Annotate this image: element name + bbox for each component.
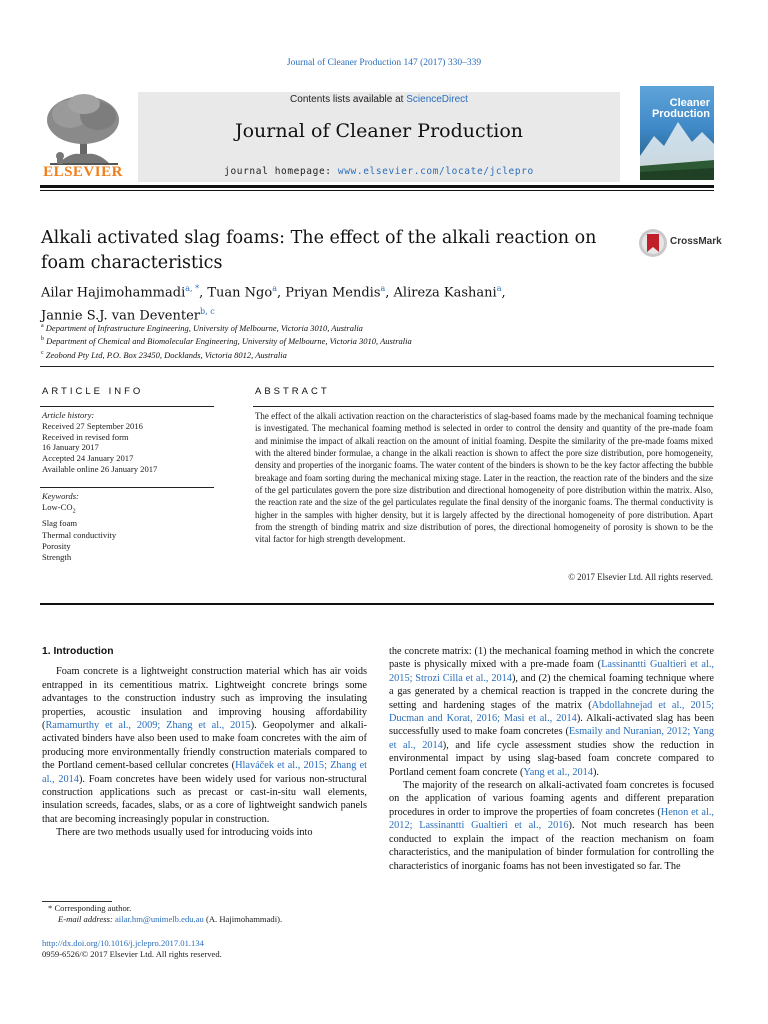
author-affil-mark[interactable]: a [272,284,277,293]
article-history [42,410,212,475]
journal-citation[interactable]: Journal of Cleaner Production 147 (2017) 330–339 [286,58,482,68]
corresponding-label: Corresponding author. [54,903,132,913]
cover-title-line1: Cleaner [669,97,710,109]
body-paragraph: Foam concrete is a lightweight construction material which has air voids entrapped in its cementitious matrix. Lightweight concrete brings some advantages to the construction industry such as improving the insulating properties, acoustic insulation and improving housing affordability (Ramamurthy et al., 2009; Zhang et al., 2015). Geopolymer and alkali-activated binders have also been used to make foam concretes with the aim of producing more environmentally friendly construction materials compared to the Portland cement-based cellular concretes (Hlaváček et al., 2015; Zhang et al., 2014). Foam concretes have been widely used for various non-structural construction applications such as precast or cast-in-situ wall elements, insulation screeds, facades, slabs, or as a core of lightweight sandwich panels that are becoming increasingly popular in construction. [42,666,368,825]
citation-link[interactable]: Ramamurthy et al., 2009; Zhang et al., 2015 [45,720,251,732]
author-affil-mark[interactable]: a [380,284,386,293]
article-history-label: Article history: [42,410,95,420]
keyword-item: Strength [42,552,72,563]
author-name[interactable]: Ailar Hajimohammadi [41,285,186,301]
contents-prefix: Contents lists available at [290,94,404,105]
affiliation-text: Department of Chemical and Biomolecular Engineering, University of Melbourne, Victoria 3010, Australia [46,336,412,347]
citation-link[interactable]: Hlaváček et al., 2015; Zhang et al., 2014 [42,760,368,785]
body-column-right [389,645,714,873]
citation-link[interactable]: Esmaily and Nuranian, 2012; Yang et al., 2014 [389,726,714,751]
header-rule-thin [40,190,714,191]
journal-name: Journal of Cleaner Production [234,120,524,142]
keyword-base: Low-CO [42,502,73,513]
author-separator: , [199,285,208,301]
section-divider [40,366,714,367]
affiliations [41,321,601,361]
keyword-item: Porosity [42,540,71,551]
section-heading: 1. Introduction [42,646,114,657]
affiliation-item [41,334,601,347]
homepage-prefix: journal homepage: [224,166,332,177]
citation-link[interactable]: Lassinantti Gualtieri et al., 2015; Strozi Cilla et al., 2014 [389,659,714,684]
author-separator: , [276,285,286,301]
affiliation-mark: a [41,323,44,329]
author-name[interactable]: Tuan Ngo [207,285,273,301]
journal-cover-thumbnail[interactable] [640,86,714,180]
author-affil-mark[interactable]: b, c [200,307,215,317]
history-item: 16 January 2017 [42,442,99,453]
keyword-item [42,502,212,518]
email-owner: (A. Hajimohammadi). [205,914,283,924]
history-item: Available online 26 January 2017 [42,463,158,474]
author-name[interactable]: Alireza Kashani [393,285,497,301]
affiliation-text: Department of Infrastructure Engineering, University of Melbourne, Victoria 3010, Australia [45,322,363,333]
citation-link[interactable]: Yang et al., 2014 [523,766,593,778]
footnote-rule [42,901,112,902]
abstract-heading: ABSTRACT [255,386,330,397]
article-info-rule [40,406,214,407]
corresponding-line [48,903,378,914]
crossmark-icon [638,228,668,258]
body-paragraph: The majority of the research on alkali-activated foam concretes is focused on the application of various foaming agents and different preparation procedures in order to improve the properties of foam concretes (Henon et al., 2012; Lassinantti Gualtieri et al., 2016). Not much research has been conducted to explain the impact of the reaction mechanism on foam characteristics, and the manipulation of binder formulation for controlling the characteristics of inorganic foams has not been investigated so far. The [389,780,714,872]
sciencedirect-link[interactable]: ScienceDirect [406,94,468,105]
article-info-heading: ARTICLE INFO [42,386,144,397]
affiliation-text: Zeobond Pty Ltd, P.O. Box 23450, Docklands, Victoria 8012, Australia [45,349,287,360]
abstract-text: The effect of the alkali activation reaction on the characteristics of slag-based foams made by the mechanical foaming technique is investigated. The mechanical foaming method is selected in order to control the density and quantity of the pre-made foam and minimise the impact of alkali reaction on the amount of initial foaming. Despite the similarity of the pre-made foams mixed with the altered binder formulae, a change in the alkali reaction is shown to affect the pore size distribution, pore homogeneity, density and properties of the inorganic foams. The water content of the binders is shown to be the key factor affecting the bubble breakage and foam sorting during the mechanical mixing stage. Later in the reaction, the reaction rate of the binders and the size of the gel particulates govern the pore size distribution and directional homogeneity of pore distribution within the matrix. Also, the reaction rate and the size of the gel particulates regulate the final density of the inorganic foams. The thermal conductivity is higher in the samples with higher density, but it is largely affected by the directional homogeneity of pore distribution. Apart from the strength of binding matrix and size distribution of pores, the directional homogeneity of porosity is shown to be the vital factor for high strength development. [255,411,713,545]
citation-link[interactable]: Abdollahnejad et al., 2015; Ducman and Korat, 2016; Masi et al., 2014 [389,699,714,725]
journal-masthead [138,92,620,182]
doi-block [42,938,372,960]
cover-title-line2: Production [651,108,710,120]
keywords-label: Keywords: [42,491,79,501]
abstract-end-rule [40,603,714,605]
keywords-rule [40,487,214,488]
publisher-name: ELSEVIER [43,164,123,180]
footnote-mark: * [48,903,53,913]
contents-line [138,94,620,105]
corresponding-footnote [48,903,378,925]
doi-link[interactable]: http://dx.doi.org/10.1016/j.jclepro.2017.01.134 [42,938,204,948]
author-separator: , [501,285,506,301]
affiliation-item [41,321,601,334]
cover-title [646,98,710,120]
affiliation-item [41,348,601,361]
abstract-rule [253,406,714,407]
journal-homepage-link[interactable]: www.elsevier.com/locate/jclepro [337,166,534,177]
email-label: E-mail address: [58,914,113,924]
citation-link[interactable]: Henon et al., 2012; Lassinantti Gualtieri et al., 2016 [389,806,714,832]
body-column-left [42,645,367,840]
header-rule [40,185,714,188]
keyword-item: Slag foam [42,518,78,529]
keywords-list [42,491,212,564]
body-paragraph: the concrete matrix: (1) the mechanical foaming method in which the concrete paste is physically mixed with a pre-made foam (Lassinantti Gualtieri et al., 2015; Strozi Cilla et al., 2014), and (2) the chemical foaming technique where a gas generated by a chemical reaction is trapped in the concrete during the setting and hardening stages of the matrix (Abdollahnejad et al., 2015; Ducman and Korat, 2016; Masi et al., 2014). Alkali-activated slag has been successfully used to make foam concretes (Esmaily and Nuranian, 2012; Yang et al., 2014), and life cycle assessment studies show the reduction in environmental impact by using slag-based foam concrete compared to Portland cement foam concrete (Yang et al., 2014). [389,646,715,778]
email-line [48,914,378,925]
journal-header [40,84,714,184]
author-affil-mark[interactable]: a, * [185,284,200,293]
keyword-item: Thermal conductivity [42,529,117,540]
author-email-link[interactable]: ailar.hm@unimelb.edu.au [114,914,204,924]
homepage-line [138,166,620,177]
issn-line: 0959-6526/© 2017 Elsevier Ltd. All rights reserved. [42,949,222,959]
author-separator: , [385,285,394,301]
affiliation-mark: b [41,336,44,343]
author-name[interactable]: Priyan Mendis [285,285,381,301]
article-title: Alkali activated slag foams: The effect of the alkali reaction on foam characteristics [41,228,597,273]
history-item: Received 27 September 2016 [42,420,143,431]
author-list [41,279,601,326]
keyword-subscript: 2 [72,509,76,516]
abstract-copyright: © 2017 Elsevier Ltd. All rights reserved. [568,572,713,582]
body-paragraph: There are two methods usually used for introducing voids into [56,827,313,839]
author-affil-mark[interactable]: a [496,284,502,293]
history-item: Received in revised form [42,431,129,442]
history-item: Accepted 24 January 2017 [42,453,134,464]
crossmark-badge[interactable] [638,228,722,258]
crossmark-label: CrossMark [670,236,722,247]
author-name[interactable]: Jannie S.J. van Deventer [41,308,200,324]
affiliation-mark: c [41,349,44,356]
